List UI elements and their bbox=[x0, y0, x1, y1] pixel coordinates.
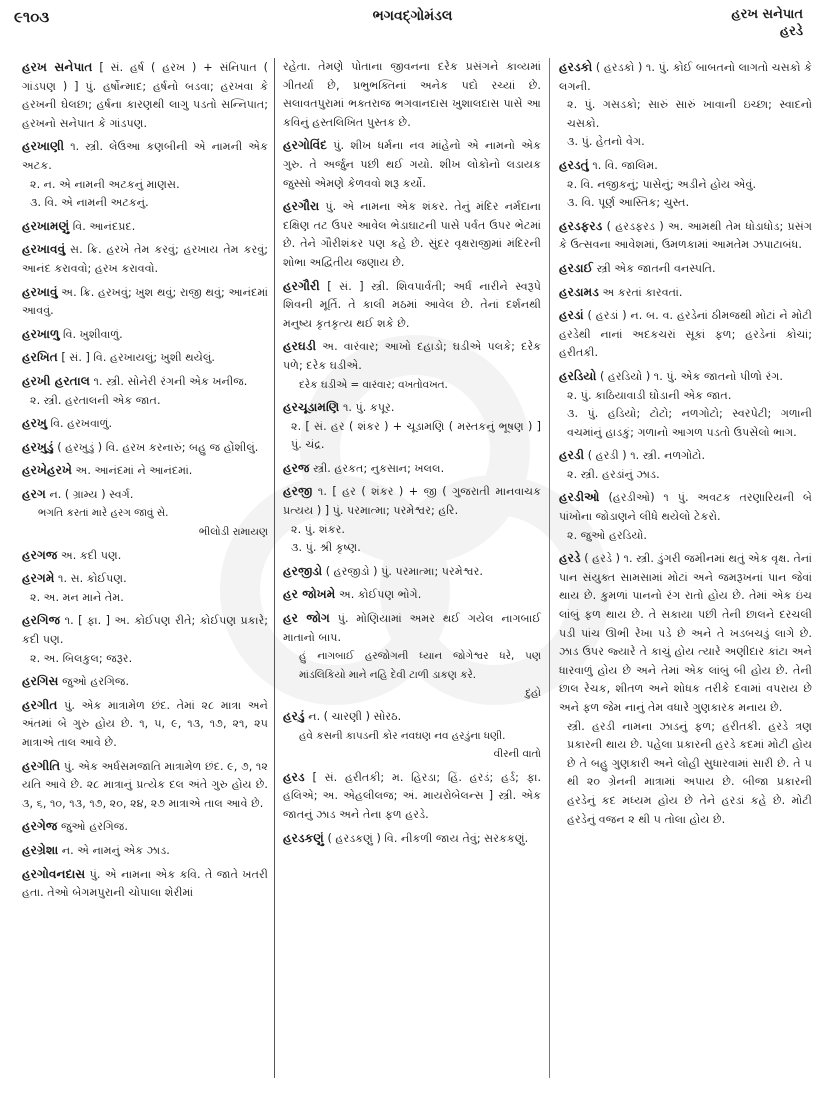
sub-sense: ૨. પું. ગસડકો; સારું સારું ખાવાની ઇચ્છા; સ્વાદનો ચસકો. bbox=[567, 98, 812, 130]
sub-sense: ૨. [ સં. હર ( શંકર ) + ચૂડામણિ ( મસ્તકનું ભૂષણ ) ] પું. ચંદ્ર. bbox=[291, 419, 541, 452]
definition-text: ૧. સ્ત્રી. સોનેરી રંગની એક ખનીજ. bbox=[93, 374, 248, 388]
headword: હરડ bbox=[283, 769, 305, 784]
definition-text: અ. વારંવાર; આખો દહાડો; ઘડીએ પલકે; દરેક પળે; દરેક ઘડીએ. bbox=[283, 340, 542, 372]
dictionary-entry bbox=[22, 438, 268, 458]
headword: હરજ bbox=[283, 460, 310, 475]
dictionary-entry bbox=[283, 609, 541, 703]
definition-text: અ કરતાં કારવતાં. bbox=[602, 285, 683, 299]
sub-sense: ૩. વિ. એ નામની અટકનું. bbox=[30, 196, 149, 210]
dictionary-entry bbox=[283, 707, 541, 764]
headword: હર જોખમે bbox=[283, 587, 336, 602]
definition-text: અ. કદી પણ. bbox=[60, 548, 122, 562]
dictionary-entry bbox=[22, 348, 268, 368]
definition-text: સ. ક્રિ. હરખે તેમ કરવું; હરખાય તેમ કરવું; આનંદ કરાવવો; હરખ કરાવવો. bbox=[22, 243, 268, 275]
sub-sense: સ્ત્રી. હરડી નામના ઝાડનું ફળ; હરીતકી. હરડે ત્રણ પ્રકારની થાય છે. પહેલા પ્રકારની હરડે કદમાં મોટી હોય છે તે બહુ ગુણકારી અને લોહી સુધારવામાં સારી છે. તે ૫ થી ૨૦ ગ્રેનની માત્રામાં અપાય છે. બીજા પ્રકારની હરડેનું કદ મધ્યમ હોય છે તેને હરડાં કહે છે. મોટી હરડેનું વજન ૨ થી ૫ તોલા હોય છે. bbox=[567, 719, 812, 826]
headword: હરડકો bbox=[559, 60, 593, 74]
definition-text: (હરડીઓ) ૧ પું. અવટક તરણારિયની બે પાંખોના જોડાણને લીધે થયેલો ટેકરો. bbox=[559, 491, 812, 524]
headword: હરખાવું bbox=[22, 284, 58, 299]
definition-text: ન. ( ચારણી ) સોરઠ. bbox=[308, 710, 402, 723]
sub-sense: ૨. અ. બિલકુલ; જરૂર. bbox=[30, 651, 133, 665]
dictionary-entry bbox=[22, 696, 268, 753]
dictionary-entry bbox=[283, 136, 541, 193]
dictionary-columns bbox=[12, 58, 818, 1078]
dictionary-entry bbox=[22, 611, 268, 668]
sub-sense: ૨. સ્ત્રી. હરડાંનું ઝાડ. bbox=[567, 467, 660, 481]
headword: હર જોગ bbox=[283, 611, 330, 626]
column-1 bbox=[12, 58, 274, 1078]
dictionary-entry bbox=[22, 569, 268, 607]
headword: હરગજ bbox=[22, 547, 58, 562]
headword: હરખેહરખે bbox=[22, 463, 72, 478]
headword: હરખામણું bbox=[22, 218, 70, 233]
headword: હરગોવનદાસ bbox=[22, 866, 86, 881]
headword: હરડતું bbox=[559, 157, 589, 172]
headword: હરખાણી bbox=[22, 139, 65, 154]
headword: હરગ્રેશા bbox=[22, 842, 59, 857]
column-3 bbox=[550, 58, 818, 1078]
quotation: દરેક ઘડીએ = વારંવાર; વખતોવખત. bbox=[299, 378, 448, 391]
dictionary-entry bbox=[22, 865, 268, 903]
definition-text: ન. ( ગ્રામ્ય ) સ્વર્ગ. bbox=[49, 487, 134, 501]
headword: હરડાઈ bbox=[559, 260, 594, 275]
dictionary-entry bbox=[283, 337, 541, 394]
sub-sense: ૨. જુઓ હરડિયો. bbox=[567, 528, 647, 542]
definition-text: ( હરડફરડ ) અ. આમથી તેમ ધોડાધોડ; પ્રસંગ કે ઉત્સવના આવેશમાં, ઉમળકામાં આમતેમ ઝપાટાબંધ. bbox=[559, 219, 812, 252]
dictionary-entry bbox=[22, 137, 268, 212]
headword: હરખિત bbox=[22, 350, 58, 365]
dictionary-entry bbox=[559, 549, 812, 829]
dictionary-entry bbox=[283, 197, 541, 272]
headword: હરખી હરતાલ bbox=[22, 373, 90, 388]
quotation: ભગતિ કરતાં મારે હરગ જાવું સે. bbox=[38, 507, 169, 520]
definition-text: સ્ત્રી એક જાતની વનસ્પતિ. bbox=[596, 261, 716, 275]
dictionary-entry bbox=[22, 240, 268, 278]
sub-sense: ૨. સ્ત્રી. હરતાલની એક જાત. bbox=[30, 393, 161, 407]
definition-text: ( હરખુડું ) વિ. હરખ કરનારું; બહુ જ હોંશીલું. bbox=[57, 440, 259, 454]
headword: હરખુડું bbox=[22, 439, 54, 454]
headword: હરડામડ bbox=[559, 284, 599, 299]
dictionary-entry bbox=[283, 398, 541, 455]
headword: હરચૂડામણિ bbox=[283, 400, 340, 415]
headword: હરખાળુ bbox=[22, 326, 60, 341]
dictionary-entry bbox=[22, 372, 268, 410]
page-header bbox=[0, 0, 825, 39]
definition-text: અ. કોઈપણ ભોગે. bbox=[338, 588, 422, 602]
guide-word-first: હરખ સનેપાત bbox=[731, 7, 803, 22]
sub-sense: ૨. પું. શંકર. bbox=[291, 522, 345, 536]
definition-text: ( હરડકણું ) વિ. નીકળી જાય તેવું; સરકકણું. bbox=[327, 831, 529, 845]
dictionary-entry bbox=[22, 58, 268, 133]
sub-sense: ૩. પું. હડિયો; ટોટો; નળગોટો; સ્વરપેટી; ગળાની વચમાંનું હાડકું; ગળાનો આગળ પડતો ઉપસેલો ભાગ. bbox=[567, 407, 812, 439]
headword: હરખુ bbox=[22, 416, 47, 431]
definition-text: પું. એ નામના એક શંકર. તેનું મંદિર નર્મદાના દક્ષિણ તટ ઉપર આવેલ ભેડાઘાટની પાસે પર્વત ઉપર ભેટમાં છે. તેને ગૌરીશંકર પણ કહે છે. સુંદર વૃક્ષરાજીમાં મંદિરની શોભા અદ્વિતીય જણાય છે. bbox=[283, 200, 541, 269]
dictionary-entry bbox=[22, 757, 268, 814]
dictionary-entry bbox=[559, 446, 812, 484]
headword: હરડફરડ bbox=[559, 218, 603, 233]
headword: હરગેજ bbox=[22, 819, 58, 834]
dictionary-entry bbox=[559, 217, 812, 255]
definition-text: ન. એ નામનું એક ઝાડ. bbox=[61, 843, 170, 857]
dictionary-entry bbox=[22, 283, 268, 321]
headword: હરડી bbox=[559, 448, 585, 463]
dictionary-entry bbox=[22, 461, 268, 481]
definition-text: ( હરડાં ) ન. બ. વ. હરડેનાં ઠીમજથી મોટાં ને મોટી હરડેથી નાનાં અદકચરાં સૂકાં ફળ; હરડેનાં કોચાં; હરીતકી. bbox=[559, 309, 812, 360]
definition-text: ( હરડે ) ૧. સ્ત્રી. ડુંગરી જમીનમાં થતું એક વૃક્ષ. તેનાં પાન સંયુક્ત સામસામાં મોટાં અને જમરૂખનાં પાન જેવાં થાય છે. કુમળાં પાનનો રંગ રાતો હોય છે. તેમાં એક ઇંચ લાંબું ફળ થાય છે. તે સકાયા પછી તેની છાલને દરચલી પડી પાંચ ઊભી રેખા પડે છે અને તે ખડબચડું લાગે છે. ઝાડ ઉપર જ્યારે તે કાચું હોય ત્યારે અણીદાર કાંટા અને ધારવાળું હોય છે અને તેમાં એક લાંબું બી હોય છે. તેની છાલ રેચક, શીતળ અને શોધક તરીકે દવામાં વપરાય છે અને ફળ જેમ નાનું તેમ વધારે ગુણકારક મનાય છે. bbox=[559, 552, 813, 714]
headword: હરડાં bbox=[559, 308, 584, 323]
definition-text: ( હરજીડો ) પું. પરમાત્મા; પરમેશ્વર. bbox=[325, 564, 483, 578]
dictionary-entry bbox=[22, 672, 268, 692]
definition-text: ૧. [ હર ( શંકર ) + જી ( ગુજરાતી માનવાચક પ્રત્યય ) ] પું. પરમાત્મા; પરમેશ્વર; હરિ. bbox=[283, 485, 541, 518]
definition-text: વિ. આનંદપ્રદ. bbox=[72, 219, 136, 233]
definition-text: [ સં. હરીતકી; મ. હિરડા; હિં. હરડં; હર્ડ; ફા. હલિએ; અ. એહલીલજ; અં. માયરોબેલન્સ ] સ્ત્રી. એક જાતનું ઝાડ અને તેના ફળ હરડે. bbox=[283, 770, 542, 821]
dictionary-entry bbox=[22, 546, 268, 566]
dictionary-entry bbox=[22, 817, 268, 837]
headword: હરખ સનેપાત bbox=[22, 60, 93, 74]
dictionary-entry bbox=[22, 217, 268, 237]
sub-sense: ૨. ન. એ નામની અટકનું માણસ. bbox=[30, 177, 180, 191]
book-title: ભગવદ્ગોમંડલ bbox=[372, 8, 453, 24]
headword: હરડે bbox=[559, 551, 581, 566]
dictionary-entry bbox=[22, 841, 268, 861]
dictionary-entry bbox=[559, 156, 812, 213]
definition-text: [ સં. ] સ્ત્રી. શિવપાર્વતી; અર્ધ નારીને સ્વરૂપે શિવની મૂર્તિ. તે કાલી મઠમાં આવેલ છે. તેનાં દર્શનથી મનુષ્ય કૃતકૃત્ય થઈ શકે છે. bbox=[283, 279, 541, 330]
definition-text: પું. શીખ ધર્મના નવ માંહેનો એ નામનો એક ગુરુ. તે અર્જુન પછી થઈ ગયો. શીખ લોકોનો લડાયક જુસ્સો એમણે કેળવવો શરૂ કર્યો. bbox=[283, 139, 541, 190]
dictionary-entry bbox=[559, 367, 812, 442]
dictionary-entry bbox=[283, 58, 541, 132]
dictionary-entry bbox=[559, 488, 812, 545]
definition-text: ૧. વિ. જાલિમ. bbox=[592, 158, 658, 172]
definition-text: વિ. ખુશીવાળું. bbox=[63, 327, 123, 341]
dictionary-entry bbox=[22, 414, 268, 434]
dictionary-entry bbox=[559, 283, 812, 303]
sub-sense: ૨. પું. કાઠિયાવાડી ઘોડાની એક જાત. bbox=[567, 388, 732, 402]
dictionary-entry bbox=[559, 306, 812, 363]
definition-text: ૧. પું. કપૂર. bbox=[342, 401, 395, 415]
headword: હરડકણું bbox=[283, 830, 324, 845]
dictionary-entry bbox=[283, 277, 541, 334]
definition-text: ૧. સ્ત્રી. લેઉઆ કણબીની એ નામની એક અટક. bbox=[22, 140, 269, 172]
quotation-source: ભીલોડી રામાયણ bbox=[198, 526, 268, 539]
dictionary-entry bbox=[22, 485, 268, 542]
dictionary-entry bbox=[283, 585, 541, 605]
sub-sense: ૩. પું. હેતનો વેગ. bbox=[567, 135, 645, 149]
headword: હરગીત bbox=[22, 697, 58, 712]
sub-sense: ૨. વિ. નજીકનું; પાસેનું; અડીને હોય એવું. bbox=[567, 177, 757, 191]
headword: હરડું bbox=[283, 709, 305, 723]
quotation-source: વીરની વાતો bbox=[493, 748, 541, 761]
sub-sense: ૨. અ. મન માને તેમ. bbox=[30, 590, 124, 604]
headword: હરગિજ bbox=[22, 613, 61, 628]
dictionary-entry bbox=[283, 459, 541, 479]
definition-text: પું. એક માત્રામેળ છંદ. તેમાં ૨૮ માત્રા અને અંતમાં બે ગુરુ હોય છે. ૧, ૫, ૯, ૧૩, ૧૭, ૨૧, ૨૫ માત્રાએ તાલ આવે છે. bbox=[22, 698, 269, 749]
guide-word-last: હરડે bbox=[779, 24, 803, 39]
definition-text: ( હરડી ) ૧. સ્ત્રી. નળગોટો. bbox=[587, 449, 706, 463]
headword: હરગીતિ bbox=[22, 758, 61, 773]
headword: હરગમે bbox=[22, 571, 55, 586]
definition-text: [ સં. હર્ષ ( હરખ ) + સંનિપાત ( ગાંડપણ ) ] પું. હર્ષોન્માદ; હર્ષનો બડવા; હરખવા કે હરખની ઘેલછા; હર્ષના કારણથી લાગુ પડતો સન્નિપાત; હરખનો સનેપાત કે ગાંડપણ. bbox=[22, 61, 269, 130]
dictionary-entry bbox=[283, 829, 541, 849]
headword: હરજીડો bbox=[283, 563, 323, 578]
definition-text: સ્ત્રી. હરકત; નુકસાન; ખલલ. bbox=[313, 461, 445, 475]
dictionary-entry bbox=[559, 58, 812, 152]
definition-text: ૧. [ ફા. ] અ. કોઈપણ રીતે; કોઈપણ પ્રકારે; કદી પણ. bbox=[22, 614, 269, 647]
quotation: હું નાગબાઈ હરજોગની ધ્યાન જોગેશ્વર ધરે, પણ માંડલિકિયો માને નહિ દેવી ટાળી ડાકણ કરે. bbox=[299, 650, 541, 681]
headword: હરગ bbox=[22, 486, 46, 501]
dictionary-entry bbox=[283, 482, 541, 557]
headword: હરડિયો bbox=[559, 368, 597, 383]
definition-text: પું. એક અર્ધસમજાતિ માત્રામેળ છંદ. ૯, ૭, ૧૨ યતિ આવે છે. ૨૮ માત્રાનું પ્રત્યેક દલ અંતે ગુરુ હોય છે. ૩, ૬, ૧૦, ૧૩, ૧૭, ૨૦, ૨૪, ૨૭ માત્રાએ તાલ આવે છે. bbox=[22, 759, 268, 810]
definition-text: [ સં. ] વિ. હરખાયલું; ખુશી થયેલું. bbox=[61, 351, 215, 365]
definition-text: અ. ક્રિ. હરખવું; ખુશ થવું; રાજી થવું; આનંદમાં આવવું. bbox=[22, 285, 268, 318]
sub-sense: ૩. પું. શ્રી કૃષ્ણ. bbox=[291, 541, 361, 555]
definition-text: વિ. હરખવાળું. bbox=[50, 417, 113, 431]
headword: હરગૌરી bbox=[283, 278, 320, 293]
quotation: હવે કસની કાપડની કોર નવઘણ નવ હરડુંના ધણી. bbox=[299, 729, 506, 742]
headword: હરડીઓ bbox=[559, 490, 600, 505]
dictionary-entry bbox=[559, 259, 812, 279]
dictionary-entry bbox=[283, 768, 541, 825]
dictionary-entry bbox=[283, 562, 541, 582]
sub-sense: ૩. વિ. પૂર્ણ આસ્તિક; ચુસ્ત. bbox=[567, 196, 690, 210]
headword: હરગોવિંદ bbox=[283, 138, 328, 153]
definition-text: પું. મોણિયામાં અમર થઈ ગયેલ નાગબાઈ માતાનો બાપ. bbox=[283, 612, 541, 644]
definition-text: ( હરડકો ) ૧. પું. કોઈ બાબતનો લાગતો ચસકો કે લગની. bbox=[559, 61, 812, 93]
column-2 bbox=[274, 58, 550, 1078]
definition-text: ( હરડિયો ) ૧. પું. એક જાતનો પીળો રંગ. bbox=[600, 369, 783, 383]
page-number: ૯૧૦૩ bbox=[14, 8, 50, 26]
definition-text: ૧. સ. કોઈપણ. bbox=[58, 572, 127, 586]
definition-text: પું. એ નામના એક કવિ. તે જાતે ખતરી હતા. તેઓ બેગમપુરાની ચોપાલા શેરીમાં bbox=[22, 867, 268, 900]
headword: હરગિસ bbox=[22, 674, 59, 689]
definition-text: રહેતા. તેમણે પોતાના જીવનના દરેક પ્રસંગને કાવ્યમાં ગીતર્યા છે, પ્રભુભક્તિનાં અનેક પદો રચ્યાં છે. સલાવતપુરામાં ભક્તરાજ ભગવાનદાસ ખુશાલદાસ પાસે આ કવિનું હસ્તલિખિત પુસ્તક છે. bbox=[283, 60, 541, 129]
dictionary-entry bbox=[22, 325, 268, 345]
headword: હરજી bbox=[283, 484, 313, 499]
headword: હરખાવવું bbox=[22, 242, 66, 257]
definition-text: અ. આનંદમાં ને આનંદમાં. bbox=[75, 464, 193, 478]
quotation-source: દુહો bbox=[525, 687, 541, 700]
headword: હરઘડી bbox=[283, 339, 317, 354]
headword: હરગૌરા bbox=[283, 199, 320, 214]
definition-text: જુઓ હરગિજ. bbox=[62, 675, 130, 689]
definition-text: જુઓ હરગિજ. bbox=[60, 820, 128, 834]
